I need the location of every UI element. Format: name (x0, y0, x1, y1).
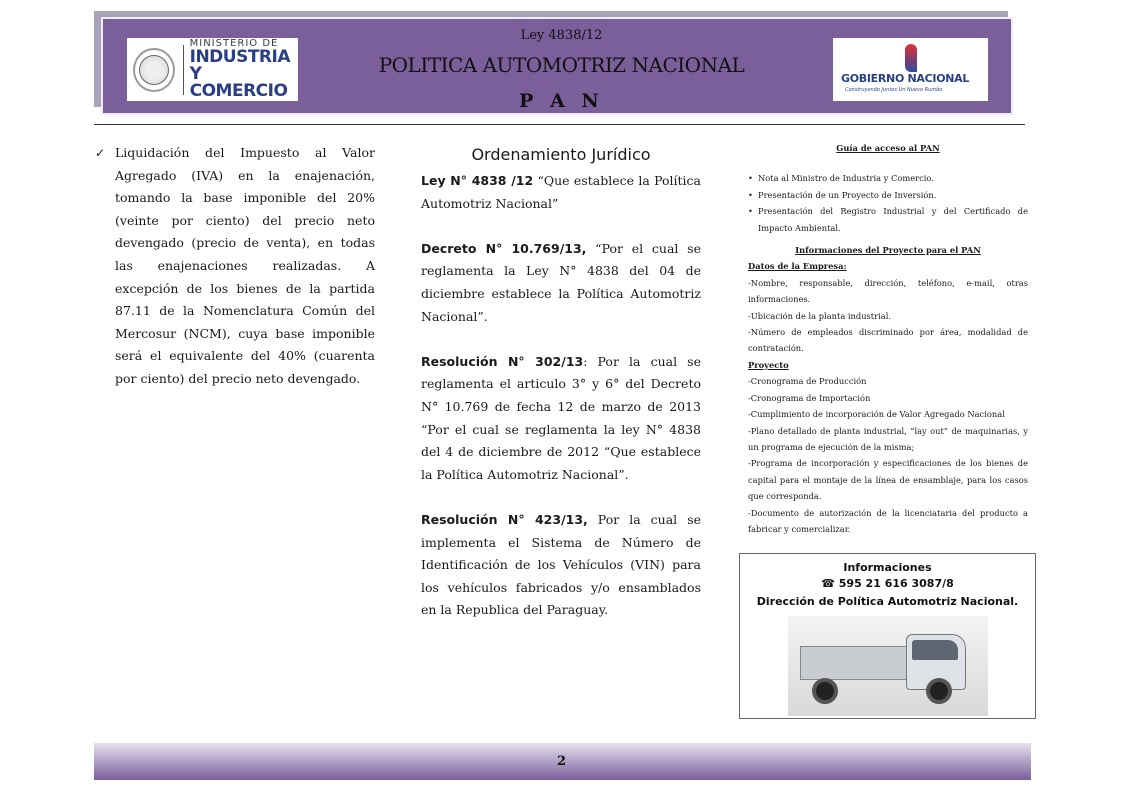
info-box-title: Informaciones (843, 561, 932, 574)
list-item: -Plano detallado de planta industrial, “lay out” de maquinarias, y un programa de ejecución de la misma; (748, 425, 1028, 452)
list-item: • Presentación del Registro Industrial y del Certificado de Impacto Ambiental. (758, 203, 1028, 236)
phone-number: 595 21 616 3087/8 (838, 577, 954, 590)
checkmark-icon: ✓ (95, 146, 106, 160)
list-item: -Nombre, responsable, dirección, teléfono, e-mail, otras informaciones. (748, 277, 1028, 305)
legal-item (421, 170, 701, 215)
truck-wheel (926, 678, 952, 704)
project-title: Proyecto (748, 359, 789, 370)
list-item: -Cronograma de Importación (748, 392, 871, 403)
phone-line (740, 576, 1035, 592)
middle-column (421, 143, 701, 644)
list-item: -Programa de incorporación y especificaciones de los bienes de capital para el montaje de la línea de ensamblaje, para los casos que corresponda. (748, 458, 1028, 502)
truck-wheel (812, 678, 838, 704)
guide-list (748, 170, 1028, 236)
header-divider (94, 124, 1025, 125)
list-item: -Documento de autorización de la licenciataria del producto a fabricar y comercializar. (748, 507, 1028, 534)
list-item: -Número de empleados discriminado por área, modalidad de contratación. (748, 327, 1028, 354)
project-info-title: Informaciones del Proyecto para el PAN (795, 245, 981, 256)
list-item: -Cumplimiento de incorporación de Valor Agregado Nacional (748, 409, 1005, 420)
company-title: Datos de la Empresa: (748, 261, 847, 272)
direction-name: Dirección de Política Automotriz Nacional. (756, 595, 1019, 608)
logo-line-1: MINISTERIO DE (189, 38, 279, 49)
list-item: -Cronograma de Producción (748, 376, 867, 387)
truck-image (788, 616, 988, 716)
list-item: • Presentación de un Proyecto de Inversión. (758, 187, 1028, 203)
legal-item-text: “Por el cual se reglamenta la Ley N° 4838 del 04 de diciembre establece la Política Automotriz Nacional”. (421, 240, 701, 324)
legal-item-label: Ley N° 4838 /12 (421, 173, 534, 188)
legal-item-label: Resolución N° 423/13, (421, 511, 588, 527)
info-box (739, 553, 1036, 719)
legal-item (421, 351, 701, 487)
section-title: Ordenamiento Jurídico (471, 145, 651, 164)
gobierno-name: GOBIERNO NACIONAL (841, 72, 970, 85)
header-acronym: P A N (519, 90, 604, 112)
logo-line-3: Y COMERCIO (189, 64, 288, 101)
guide-title: Guía de acceso al PAN (836, 143, 940, 153)
header-law: Ley 4838/12 (520, 28, 603, 43)
phone-icon: ☎ (821, 577, 835, 590)
list-item: • Nota al Ministro de Industria y Comercio. (758, 170, 1028, 186)
legal-item-label: Resolución N° 302/13 (421, 353, 584, 369)
page-title: POLITICA AUTOMOTRIZ NACIONAL (378, 53, 745, 77)
legal-item-text: “Que establece la Política Automotriz Nacional” (421, 173, 701, 211)
logo-line-2: INDUSTRIA (189, 47, 291, 67)
truck-windshield (912, 640, 958, 660)
page-number: 2 (556, 754, 567, 769)
legal-item-text: Por la cual se implementa el Sistema de Número de Identificación de los Vehículos (VIN) para los vehículos fabricados y/o ensamblados en la Republica del Paraguay. (421, 511, 702, 618)
list-item: -Ubicación de la planta industrial. (748, 310, 891, 321)
iva-paragraph: Liquidación del Impuesto al Valor Agregado (IVA) en la enajenación, tomando la base imponible del 20% (veinte por ciento) del precio neto devengado (precio de venta), en todas las enajenaciones realizadas. A excepción de los bienes de la partida 87.11 de la Nomenclatura Común del Mercosur (NCM), cuya base imponible será el equivalente del 40% (cuarenta por ciento) del precio neto devengado. (115, 145, 375, 386)
legal-item-label: Decreto N° 10.769/13, (421, 240, 587, 256)
right-column (748, 140, 1028, 537)
gobierno-tagline: Construyendo Juntos Un Nuevo Rumbo (845, 87, 943, 93)
truck-bed (800, 646, 910, 680)
legal-item (421, 238, 701, 328)
legal-item-text: : Por la cual se reglamenta el articulo 3° y 6° del Decreto N° 10.769 de fecha 12 de marzo de 2013 “Por el cual se reglamenta la ley N° 4838 del 4 de diciembre de 2012 “Que establece la Política Automotriz Nacional”. (421, 353, 701, 482)
legal-item (421, 509, 701, 622)
left-column (95, 142, 375, 391)
